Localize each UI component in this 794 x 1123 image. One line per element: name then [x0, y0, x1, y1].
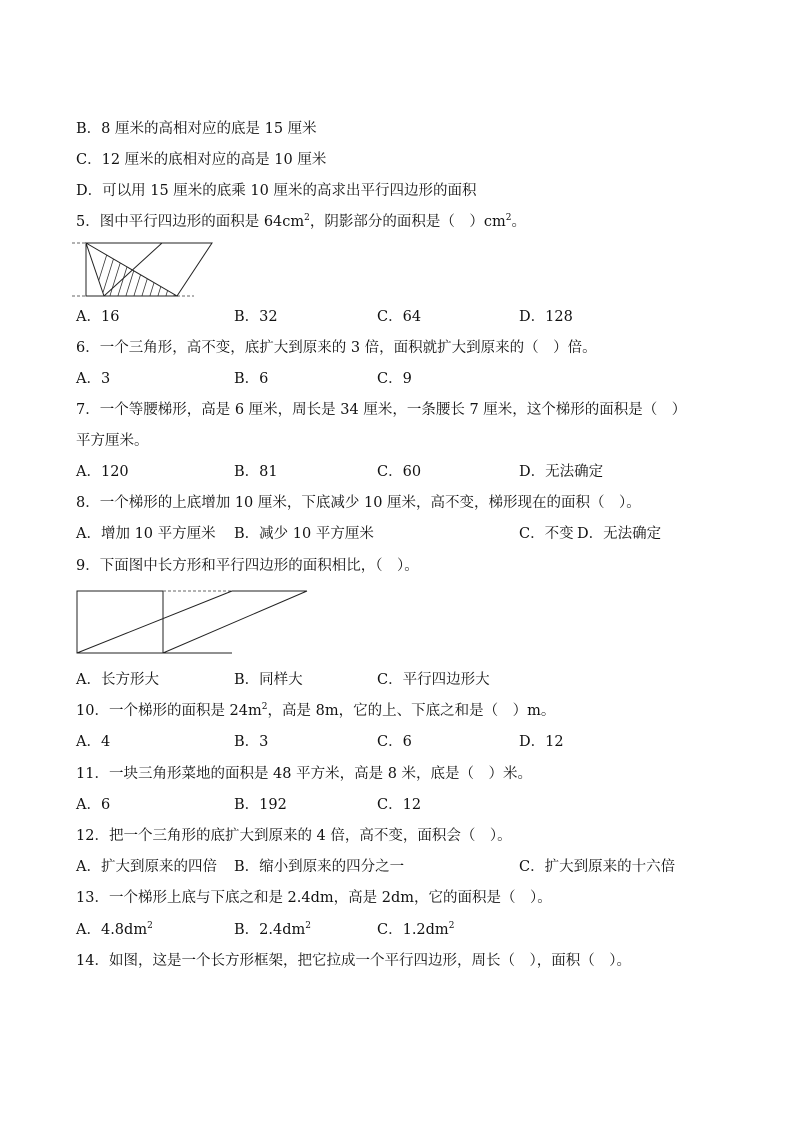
q7-option-b: B．81: [234, 464, 278, 480]
option-c-prev: C．12 厘米的底相对应的高是 10 厘米: [76, 152, 327, 168]
q5-diagonal: [104, 243, 162, 296]
q9-option-a: A．长方形大: [76, 672, 159, 688]
q5-stem-mid: ，阴影部分的面积是（ ）cm: [309, 214, 506, 230]
q11-option-b: B．192: [234, 797, 287, 813]
q10-stem-pre: 10．一个梯形的面积是 24m: [76, 703, 262, 719]
q8-option-a: A．增加 10 平方厘米: [76, 526, 216, 542]
q6-option-c: C．9: [377, 371, 412, 387]
q13-option-c-text: C．1.2dm: [377, 922, 449, 938]
q13-option-a: [76, 920, 153, 940]
q5-option-c: C．64: [377, 309, 422, 325]
q8-stem: 8．一个梯形的上底增加 10 厘米，下底减少 10 厘米，高不变，梯形现在的面积（ ）。: [76, 495, 641, 511]
q5-stem-post: 。: [511, 214, 526, 230]
q5-shaded-triangle: [86, 243, 177, 296]
q8-option-c: C．不变: [519, 526, 574, 542]
q9-option-b: B．同样大: [234, 672, 303, 688]
q13-option-b-sup: 2: [305, 921, 311, 931]
q8-option-b: B．减少 10 平方厘米: [234, 526, 374, 542]
option-d-prev: D．可以用 15 厘米的底乘 10 厘米的高求出平行四边形的面积: [76, 183, 477, 199]
q13-option-b-text: B．2.4dm: [234, 922, 306, 938]
q6-stem: 6．一个三角形，高不变，底扩大到原来的 3 倍，面积就扩大到原来的（ ）倍。: [76, 340, 597, 356]
q5-sup1: 2: [304, 213, 310, 223]
q6-option-a: A．3: [76, 371, 111, 387]
q10-option-b: B．3: [234, 734, 269, 750]
q13-option-a-text: A．4.8dm: [76, 922, 148, 938]
q12-option-a: A．扩大到原来的四倍: [76, 859, 217, 875]
q6-option-b: B．6: [234, 371, 269, 387]
q13-stem: 13．一个梯形上底与下底之和是 2.4dm，高是 2dm，它的面积是（ ）。: [76, 890, 552, 906]
q13-option-b: [234, 920, 311, 940]
q10-sup: 2: [261, 702, 268, 712]
q9-option-c: C．平行四边形大: [377, 672, 490, 688]
q7-stem-line1: 7．一个等腰梯形，高是 6 厘米，周长是 34 厘米，一条腰长 7 厘米，这个梯形的面积是（ ）: [76, 402, 687, 418]
q7-option-c: C．60: [377, 464, 422, 480]
q9-stem: 9．下面图中长方形和平行四边形的面积相比，（ ）。: [76, 558, 419, 574]
q14-stem: 14．如图，这是一个长方形框架，把它拉成一个平行四边形，周长（ ），面积（ ）。: [76, 953, 631, 969]
q5-stem-pre: 5．图中平行四边形的面积是 64cm: [76, 214, 305, 230]
q7-option-a: A．120: [76, 464, 129, 480]
q12-option-c: C．扩大到原来的十六倍: [519, 859, 676, 875]
q9-rectangle: [77, 591, 163, 653]
q10-option-c: C．6: [377, 734, 412, 750]
q8-option-d: D．无法确定: [577, 526, 662, 542]
q13-option-c-sup: 2: [448, 921, 455, 931]
q9-para-left-side: [77, 591, 232, 653]
q11-stem: 11．一块三角形菜地的面积是 48 平方米，高是 8 米，底是（ ）米。: [76, 766, 533, 782]
q11-option-c: C．12: [377, 797, 422, 813]
option-b-prev: B．8 厘米的高相对应的底是 15 厘米: [76, 121, 317, 137]
q5-parallelogram: [86, 243, 212, 296]
q10-stem: [76, 701, 555, 721]
q13-option-a-sup: 2: [147, 921, 153, 931]
q5-option-d: D．128: [519, 309, 573, 325]
q7-option-d: D．无法确定: [519, 464, 604, 480]
q5-figure: [72, 238, 218, 302]
q9-para-right-side: [163, 591, 307, 653]
q5-option-a: A．16: [76, 309, 120, 325]
q7-stem-line2: 平方厘米。: [76, 433, 149, 449]
q10-option-a: A．4: [76, 734, 111, 750]
q12-option-b: B．缩小到原来的四分之一: [234, 859, 405, 875]
q10-stem-post: ，高是 8m，它的上、下底之和是（ ）m。: [267, 703, 556, 719]
q5-stem: [76, 212, 526, 232]
q5-option-b: B．32: [234, 309, 278, 325]
q10-option-d: D．12: [519, 734, 564, 750]
q11-option-a: A．6: [76, 797, 111, 813]
q13-option-c: [377, 920, 454, 940]
q9-figure: [74, 588, 310, 656]
q5-sup2: 2: [505, 213, 512, 223]
q12-stem: 12．把一个三角形的底扩大到原来的 4 倍，高不变，面积会（ ）。: [76, 828, 512, 844]
